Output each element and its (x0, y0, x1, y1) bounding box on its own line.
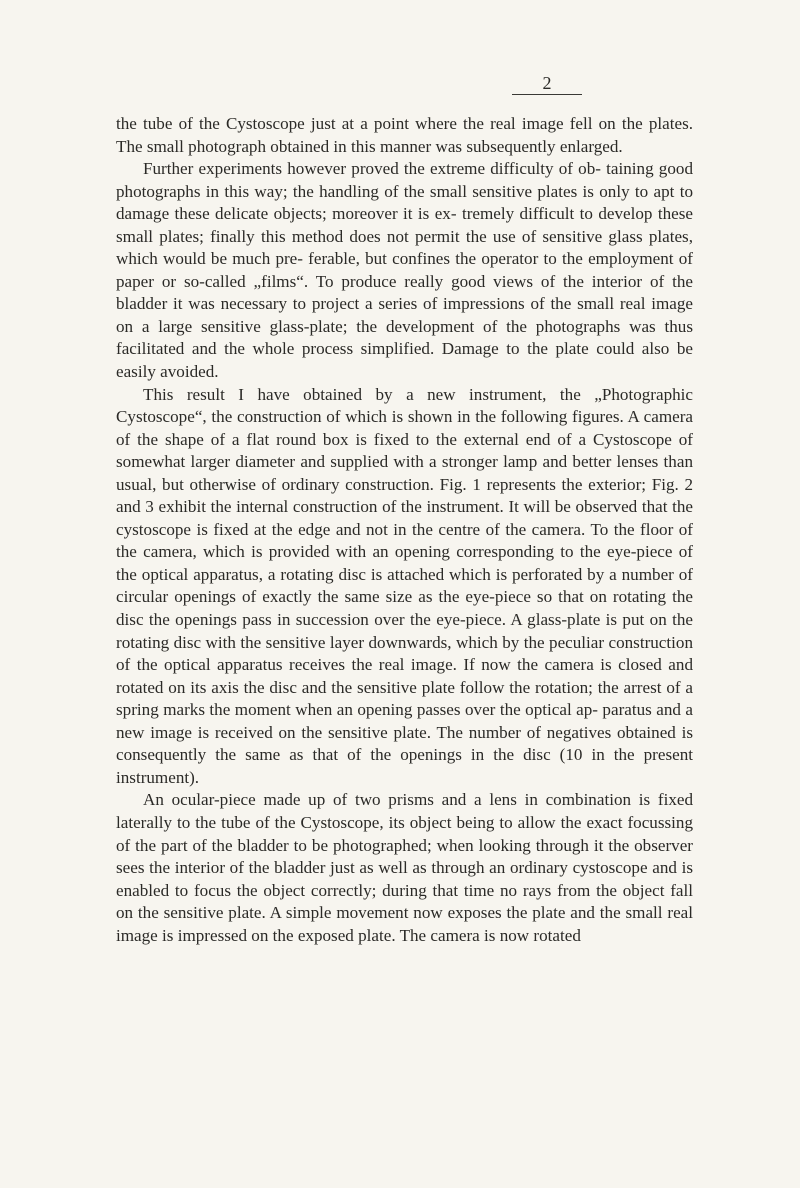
page-number-block (512, 74, 582, 95)
page-number-rule (512, 94, 582, 95)
paragraph-2: Further experiments however proved the extreme difficulty of ob- taining good photographs in this way; the handling of the small sensitive plates is only to apt to damage these delicate objects; moreover it is ex- tremely difficult to develop these small plates; finally this method does not permit the use of sensitive glass plates, which would be much pre- ferable, but confines the operator to the employment of paper or so-called „films“. To produce really good views of the interior of the bladder it was necessary to project a series of impressions of the small real image on a large sensitive glass-plate; the development of the photographs was thus facilitated and the whole process simplified. Damage to the plate could also be easily avoided. (116, 159, 693, 382)
paragraph-3: This result I have obtained by a new instrument, the „Photographic Cystoscope“, the construction of which is shown in the following figures. A camera of the shape of a flat round box is fixed to the external end of a Cystoscope of somewhat larger diameter and supplied with a stronger lamp and better lenses than usual, but otherwise of ordinary construction. Fig. 1 represents the exterior; Fig. 2 and 3 exhibit the internal construction of the instrument. It will be observed that the cystoscope is fixed at the edge and not in the centre of the camera. To the floor of the camera, which is provided with an opening corresponding to the eye-piece of the optical apparatus, a rotating disc is attached which is perforated by a number of circular openings of exactly the same size as the eye-piece so that on rotating the disc the openings pass in succession over the eye-piece. A glass-plate is put on the rotating disc with the sensitive layer downwards, which by the peculiar construction of the optical apparatus receives the real image. If now the camera is closed and rotated on its axis the disc and the sensitive plate follow the rotation; the arrest of a spring marks the moment when an opening passes over the optical ap- paratus and a new image is received on the sensitive plate. The number of negatives obtained is consequently the same as that of the openings in the disc (10 in the present instrument). (116, 384, 693, 787)
page-number: 2 (542, 73, 552, 93)
body-text (116, 113, 693, 947)
paragraph-1: the tube of the Cystoscope just at a point where the real image fell on the plates. The small photograph obtained in this manner was subsequently enlarged. (116, 114, 693, 156)
paragraph-4: An ocular-piece made up of two prisms and a lens in combination is fixed laterally to the tube of the Cystoscope, its object being to allow the exact focussing of the part of the bladder to be photographed; when looking through it the observer sees the interior of the bladder just as well as through an ordinary cystoscope and is enabled to focus the object correctly; during that time no rays from the object fall on the sensitive plate. A simple movement now exposes the plate and the small real image is impressed on the exposed plate. The camera is now rotated (116, 790, 693, 945)
